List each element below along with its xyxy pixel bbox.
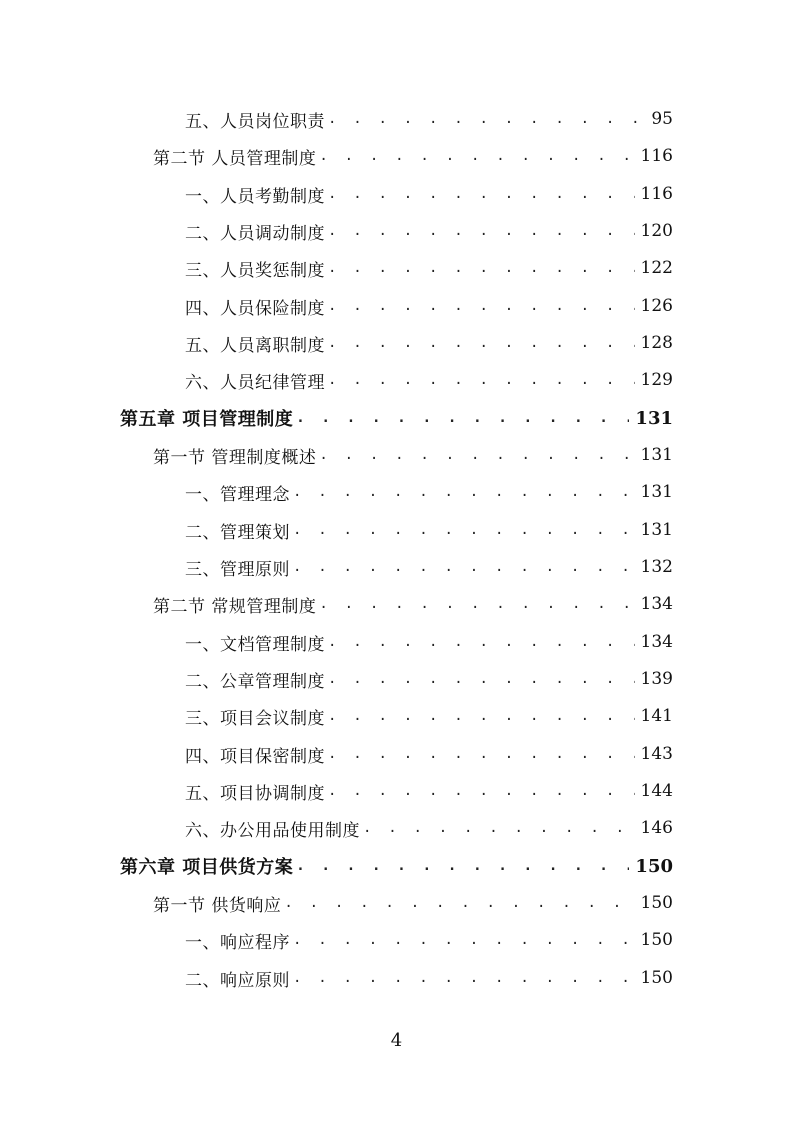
toc-entry[interactable] [153, 440, 673, 470]
toc-entry-page: 143 [640, 744, 673, 764]
toc-entry[interactable] [185, 365, 673, 395]
toc-entry-label: 第五章 项目管理制度 [120, 409, 294, 430]
toc-entry-label: 二、公章管理制度 [185, 671, 325, 692]
toc-entry-label: 二、管理策划 [185, 522, 290, 543]
toc-entry-label: 三、管理原则 [185, 559, 290, 580]
toc-entry[interactable] [185, 776, 673, 806]
toc-entry-label: 四、人员保险制度 [185, 298, 325, 319]
dot-leader [293, 925, 635, 955]
toc-entry-label: 一、文档管理制度 [185, 634, 325, 655]
dot-leader [328, 365, 635, 395]
dot-leader [328, 328, 635, 358]
toc-entry-page: 116 [640, 146, 673, 166]
toc-entry-page: 128 [640, 333, 673, 353]
toc-entry-page: 131 [635, 407, 673, 429]
dot-leader [319, 589, 634, 619]
dot-leader [328, 253, 635, 283]
toc-entry-page: 132 [640, 557, 673, 577]
toc-entry[interactable] [185, 179, 673, 209]
toc-entry-label: 一、人员考勤制度 [185, 186, 325, 207]
toc-entry-page: 150 [635, 855, 673, 877]
toc-entry-label: 四、项目保密制度 [185, 746, 325, 767]
toc-entry-label: 第二节 人员管理制度 [153, 148, 317, 169]
toc-entry-label: 二、人员调动制度 [185, 223, 325, 244]
toc-entry-page: 131 [640, 520, 673, 540]
toc-entry-page: 150 [640, 930, 673, 950]
toc-entry-page: 120 [640, 221, 673, 241]
toc-entry-label: 第六章 项目供货方案 [120, 857, 294, 878]
toc-entry[interactable] [185, 328, 673, 358]
toc-entry-label: 第一节 管理制度概述 [153, 447, 317, 468]
toc-entry[interactable] [185, 552, 673, 582]
dot-leader [319, 141, 634, 171]
toc-entry-label: 六、人员纪律管理 [185, 372, 325, 393]
dot-leader [328, 179, 635, 209]
toc-entry-label: 五、人员离职制度 [185, 335, 325, 356]
dot-leader [293, 477, 635, 507]
toc-entry[interactable] [185, 515, 673, 545]
toc-entry-label: 一、响应程序 [185, 932, 290, 953]
toc-chapter-entry[interactable] [120, 403, 673, 433]
toc-entry-page: 146 [640, 818, 673, 838]
toc-entry[interactable] [185, 291, 673, 321]
toc-entry[interactable] [185, 477, 673, 507]
toc-entry-page: 141 [640, 706, 673, 726]
toc-entry-label: 五、人员岗位职责 [185, 111, 325, 132]
toc-entry[interactable] [185, 216, 673, 246]
toc-entry[interactable] [185, 664, 673, 694]
toc-entry[interactable] [153, 589, 673, 619]
toc-entry-page: 122 [640, 258, 673, 278]
toc-entry[interactable] [185, 701, 673, 731]
toc-entry-page: 134 [640, 594, 673, 614]
dot-leader [284, 888, 634, 918]
dot-leader [328, 104, 645, 134]
dot-leader [293, 515, 635, 545]
toc-entry-page: 95 [651, 109, 673, 129]
dot-leader [363, 813, 635, 843]
toc-entry[interactable] [185, 104, 673, 134]
dot-leader [328, 627, 635, 657]
dot-leader [296, 851, 629, 881]
dot-leader [328, 739, 635, 769]
toc-entry-label: 第二节 常规管理制度 [153, 596, 317, 617]
page-number: 4 [390, 1030, 403, 1051]
toc-entry-label: 二、响应原则 [185, 970, 290, 991]
dot-leader [328, 216, 635, 246]
toc-entry-label: 三、人员奖惩制度 [185, 260, 325, 281]
toc-entry[interactable] [153, 141, 673, 171]
toc-entry-label: 三、项目会议制度 [185, 708, 325, 729]
toc-entry-page: 116 [640, 184, 673, 204]
dot-leader [328, 776, 635, 806]
toc-entry[interactable] [185, 813, 673, 843]
toc-entry-page: 144 [640, 781, 673, 801]
toc-entry[interactable] [153, 888, 673, 918]
dot-leader [296, 403, 629, 433]
toc-entry-page: 129 [640, 370, 673, 390]
dot-leader [293, 552, 635, 582]
toc-entry[interactable] [185, 627, 673, 657]
dot-leader [328, 664, 635, 694]
toc-entry-page: 131 [640, 445, 673, 465]
dot-leader [319, 440, 634, 470]
toc-entry-label: 第一节 供货响应 [153, 895, 282, 916]
dot-leader [328, 291, 635, 321]
toc-entry[interactable] [185, 739, 673, 769]
toc-entry-label: 一、管理理念 [185, 484, 290, 505]
toc-entry-label: 六、办公用品使用制度 [185, 820, 360, 841]
dot-leader [328, 701, 635, 731]
toc-entry-page: 150 [640, 893, 673, 913]
toc-entry[interactable] [185, 925, 673, 955]
toc-entry-page: 134 [640, 632, 673, 652]
dot-leader [293, 963, 635, 993]
toc-entry-page: 126 [640, 296, 673, 316]
toc-entry-page: 131 [640, 482, 673, 502]
toc-entry[interactable] [185, 963, 673, 993]
toc-entry-page: 150 [640, 968, 673, 988]
toc-entry-label: 五、项目协调制度 [185, 783, 325, 804]
toc-entry[interactable] [185, 253, 673, 283]
toc-entry-page: 139 [640, 669, 673, 689]
toc-chapter-entry[interactable] [120, 851, 673, 881]
